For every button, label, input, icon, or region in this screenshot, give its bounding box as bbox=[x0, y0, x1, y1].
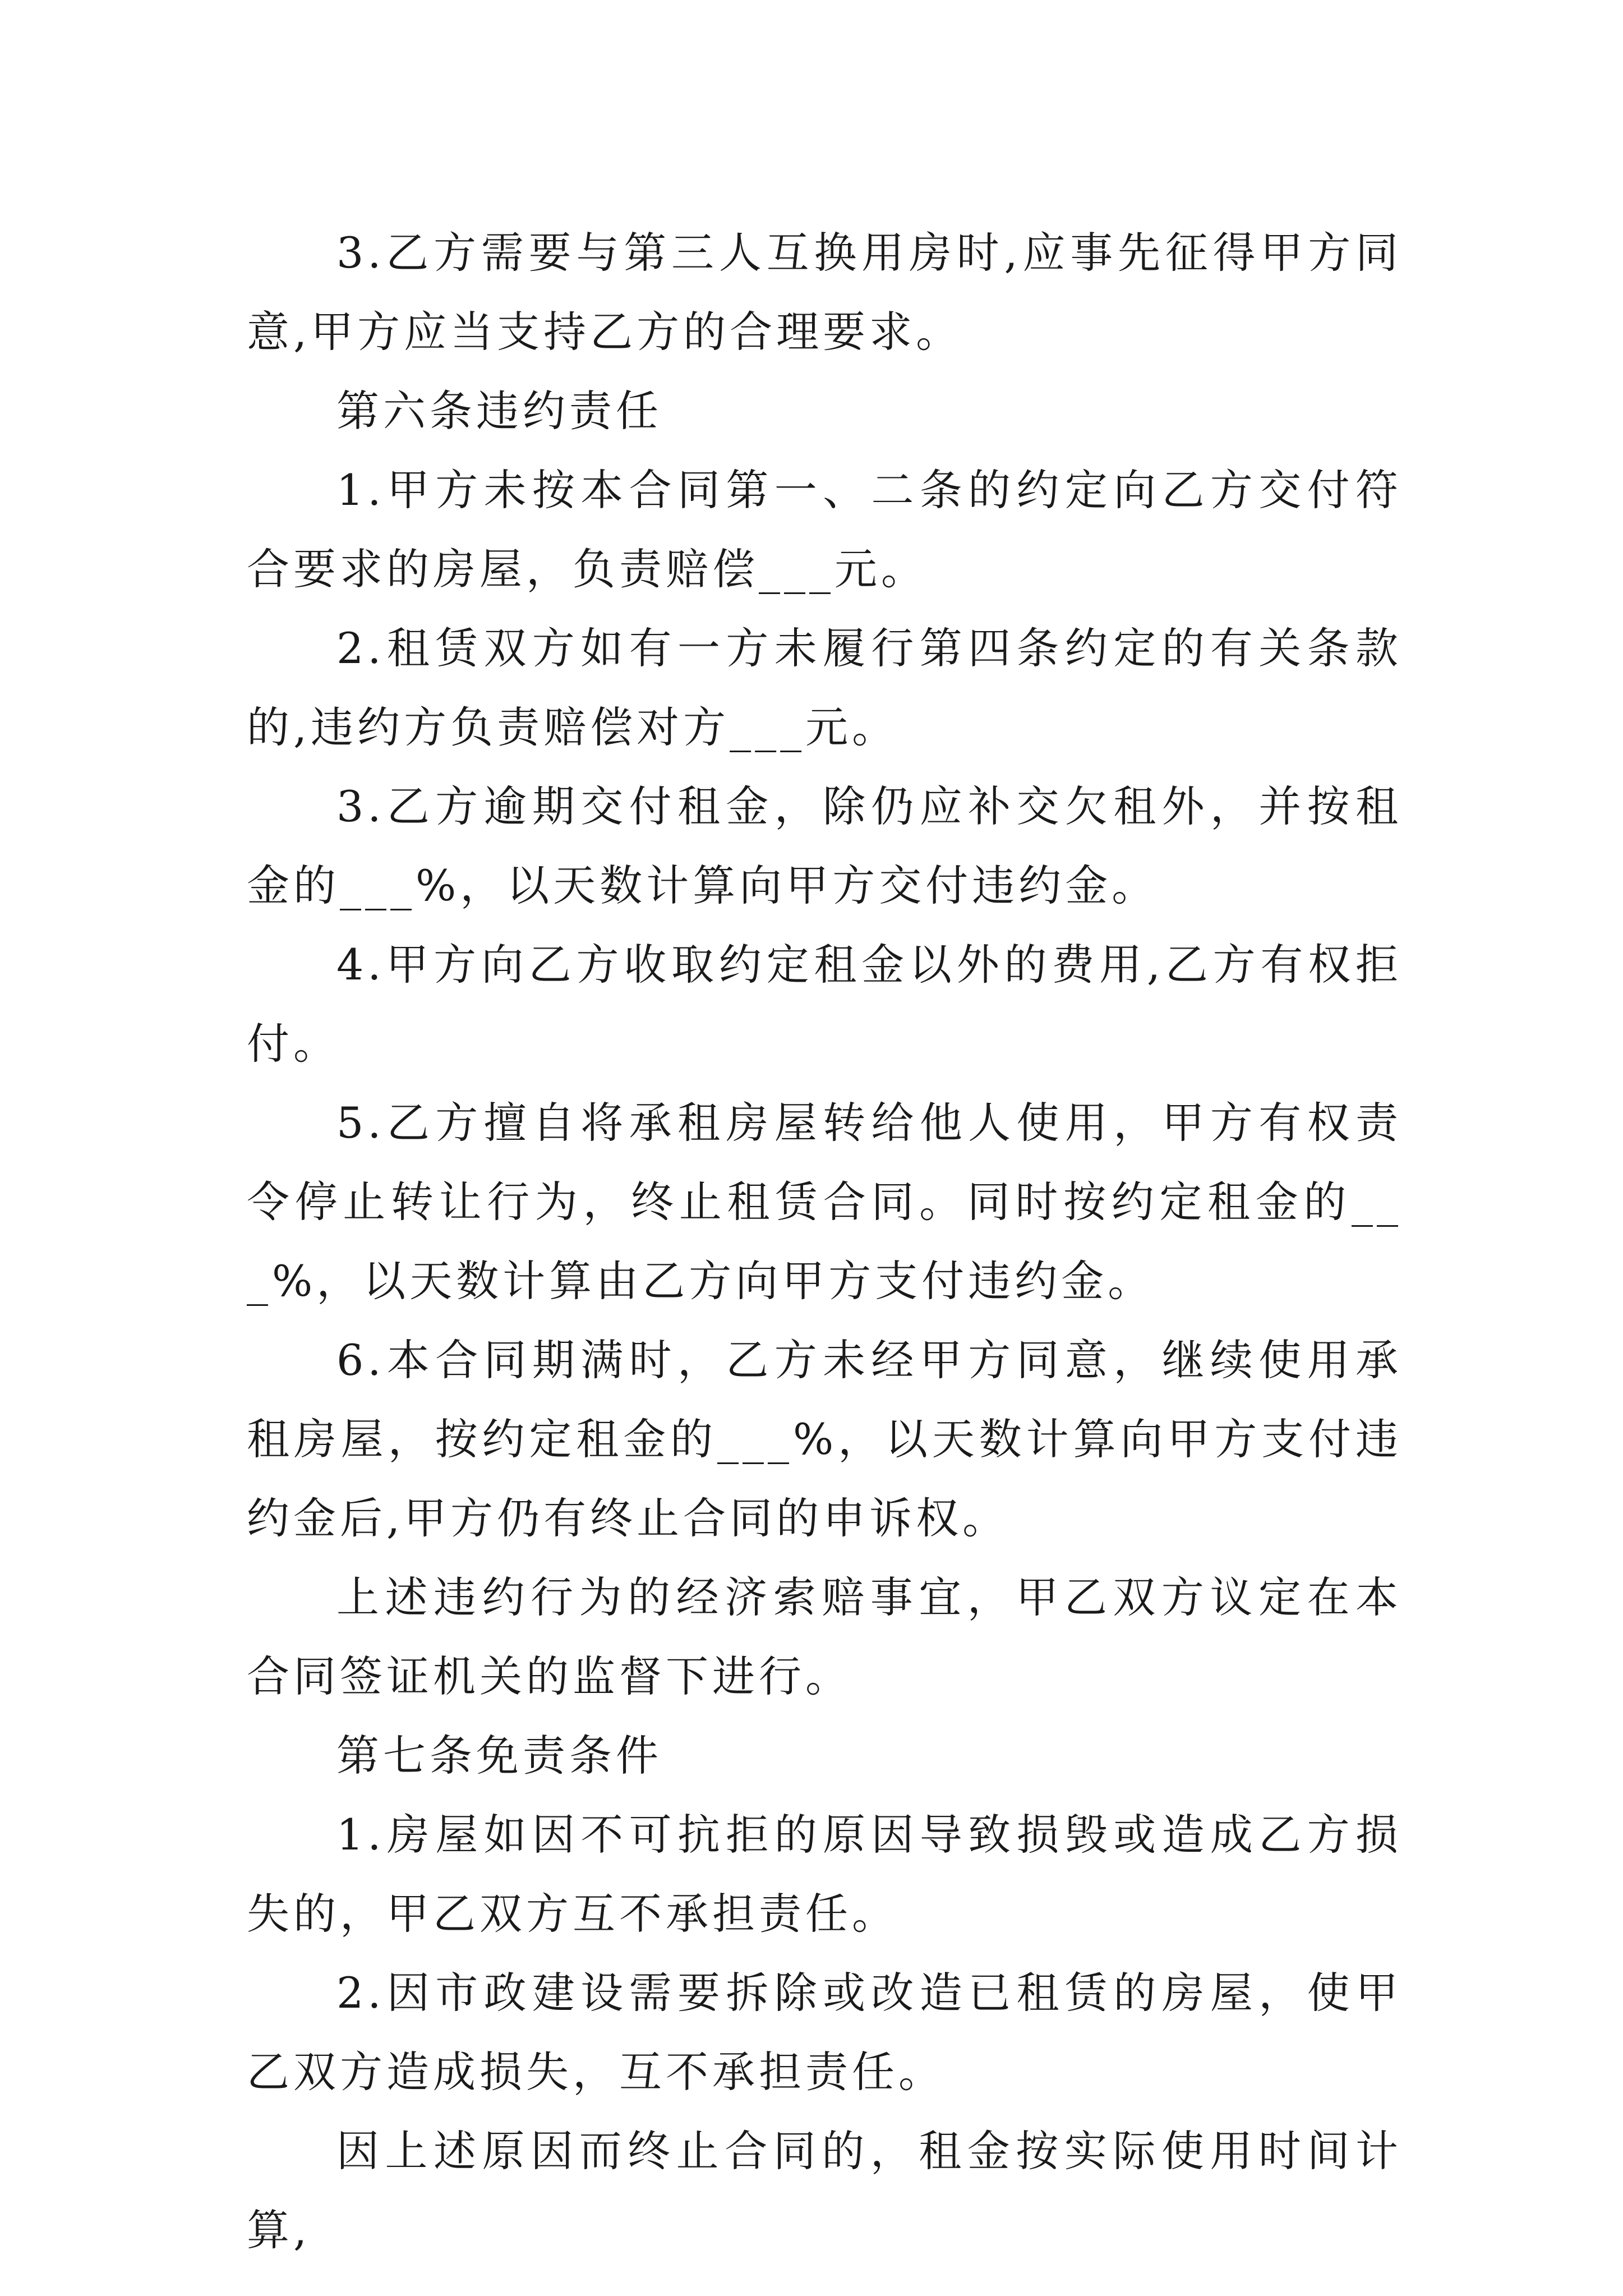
document-body bbox=[247, 213, 1402, 2270]
clause-6-6: 6.本合同期满时，乙方未经甲方同意，继续使用承租房屋，按约定租金的___%，以天数计算向甲方支付违约金后,甲方仍有终止合同的申诉权。 bbox=[247, 1335, 1402, 1543]
clause-6-5: 5.乙方擅自将承租房屋转给他人使用，甲方有权责令停止转让行为，终止租赁合同。同时按约定租金的___%，以天数计算由乙方向甲方支付违约金。 bbox=[247, 1098, 1402, 1306]
clause-7-2: 2.因市政建设需要拆除或改造已租赁的房屋，使甲乙双方造成损失，互不承担责任。 bbox=[247, 1968, 1402, 2097]
clause-5-3: 3.乙方需要与第三人互换用房时,应事先征得甲方同意,甲方应当支持乙方的合理要求。 bbox=[247, 228, 1402, 357]
clause-6-3: 3.乙方逾期交付租金，除仍应补交欠租外，并按租金的___%，以天数计算向甲方交付违约金。 bbox=[247, 781, 1402, 910]
clause-6-4: 4.甲方向乙方收取约定租金以外的费用,乙方有权拒付。 bbox=[247, 940, 1402, 1069]
section-heading-article-7: 第七条免责条件 bbox=[336, 1731, 662, 1780]
clause-6-1: 1.甲方未按本合同第一、二条的约定向乙方交付符合要求的房屋，负责赔偿___元。 bbox=[247, 465, 1402, 594]
section-heading-article-6: 第六条违约责任 bbox=[336, 386, 662, 436]
clause-7-note: 因上述原因而终止合同的，租金按实际使用时间计算, bbox=[247, 2126, 1402, 2255]
clause-7-1: 1.房屋如因不可抗拒的原因导致损毁或造成乙方损失的，甲乙双方互不承担责任。 bbox=[247, 1810, 1402, 1939]
clause-6-note: 上述违约行为的经济索赔事宜，甲乙双方议定在本合同签证机关的监督下进行。 bbox=[247, 1572, 1402, 1701]
clause-6-2: 2.租赁双方如有一方未履行第四条约定的有关条款的,违约方负责赔偿对方___元。 bbox=[247, 623, 1402, 752]
